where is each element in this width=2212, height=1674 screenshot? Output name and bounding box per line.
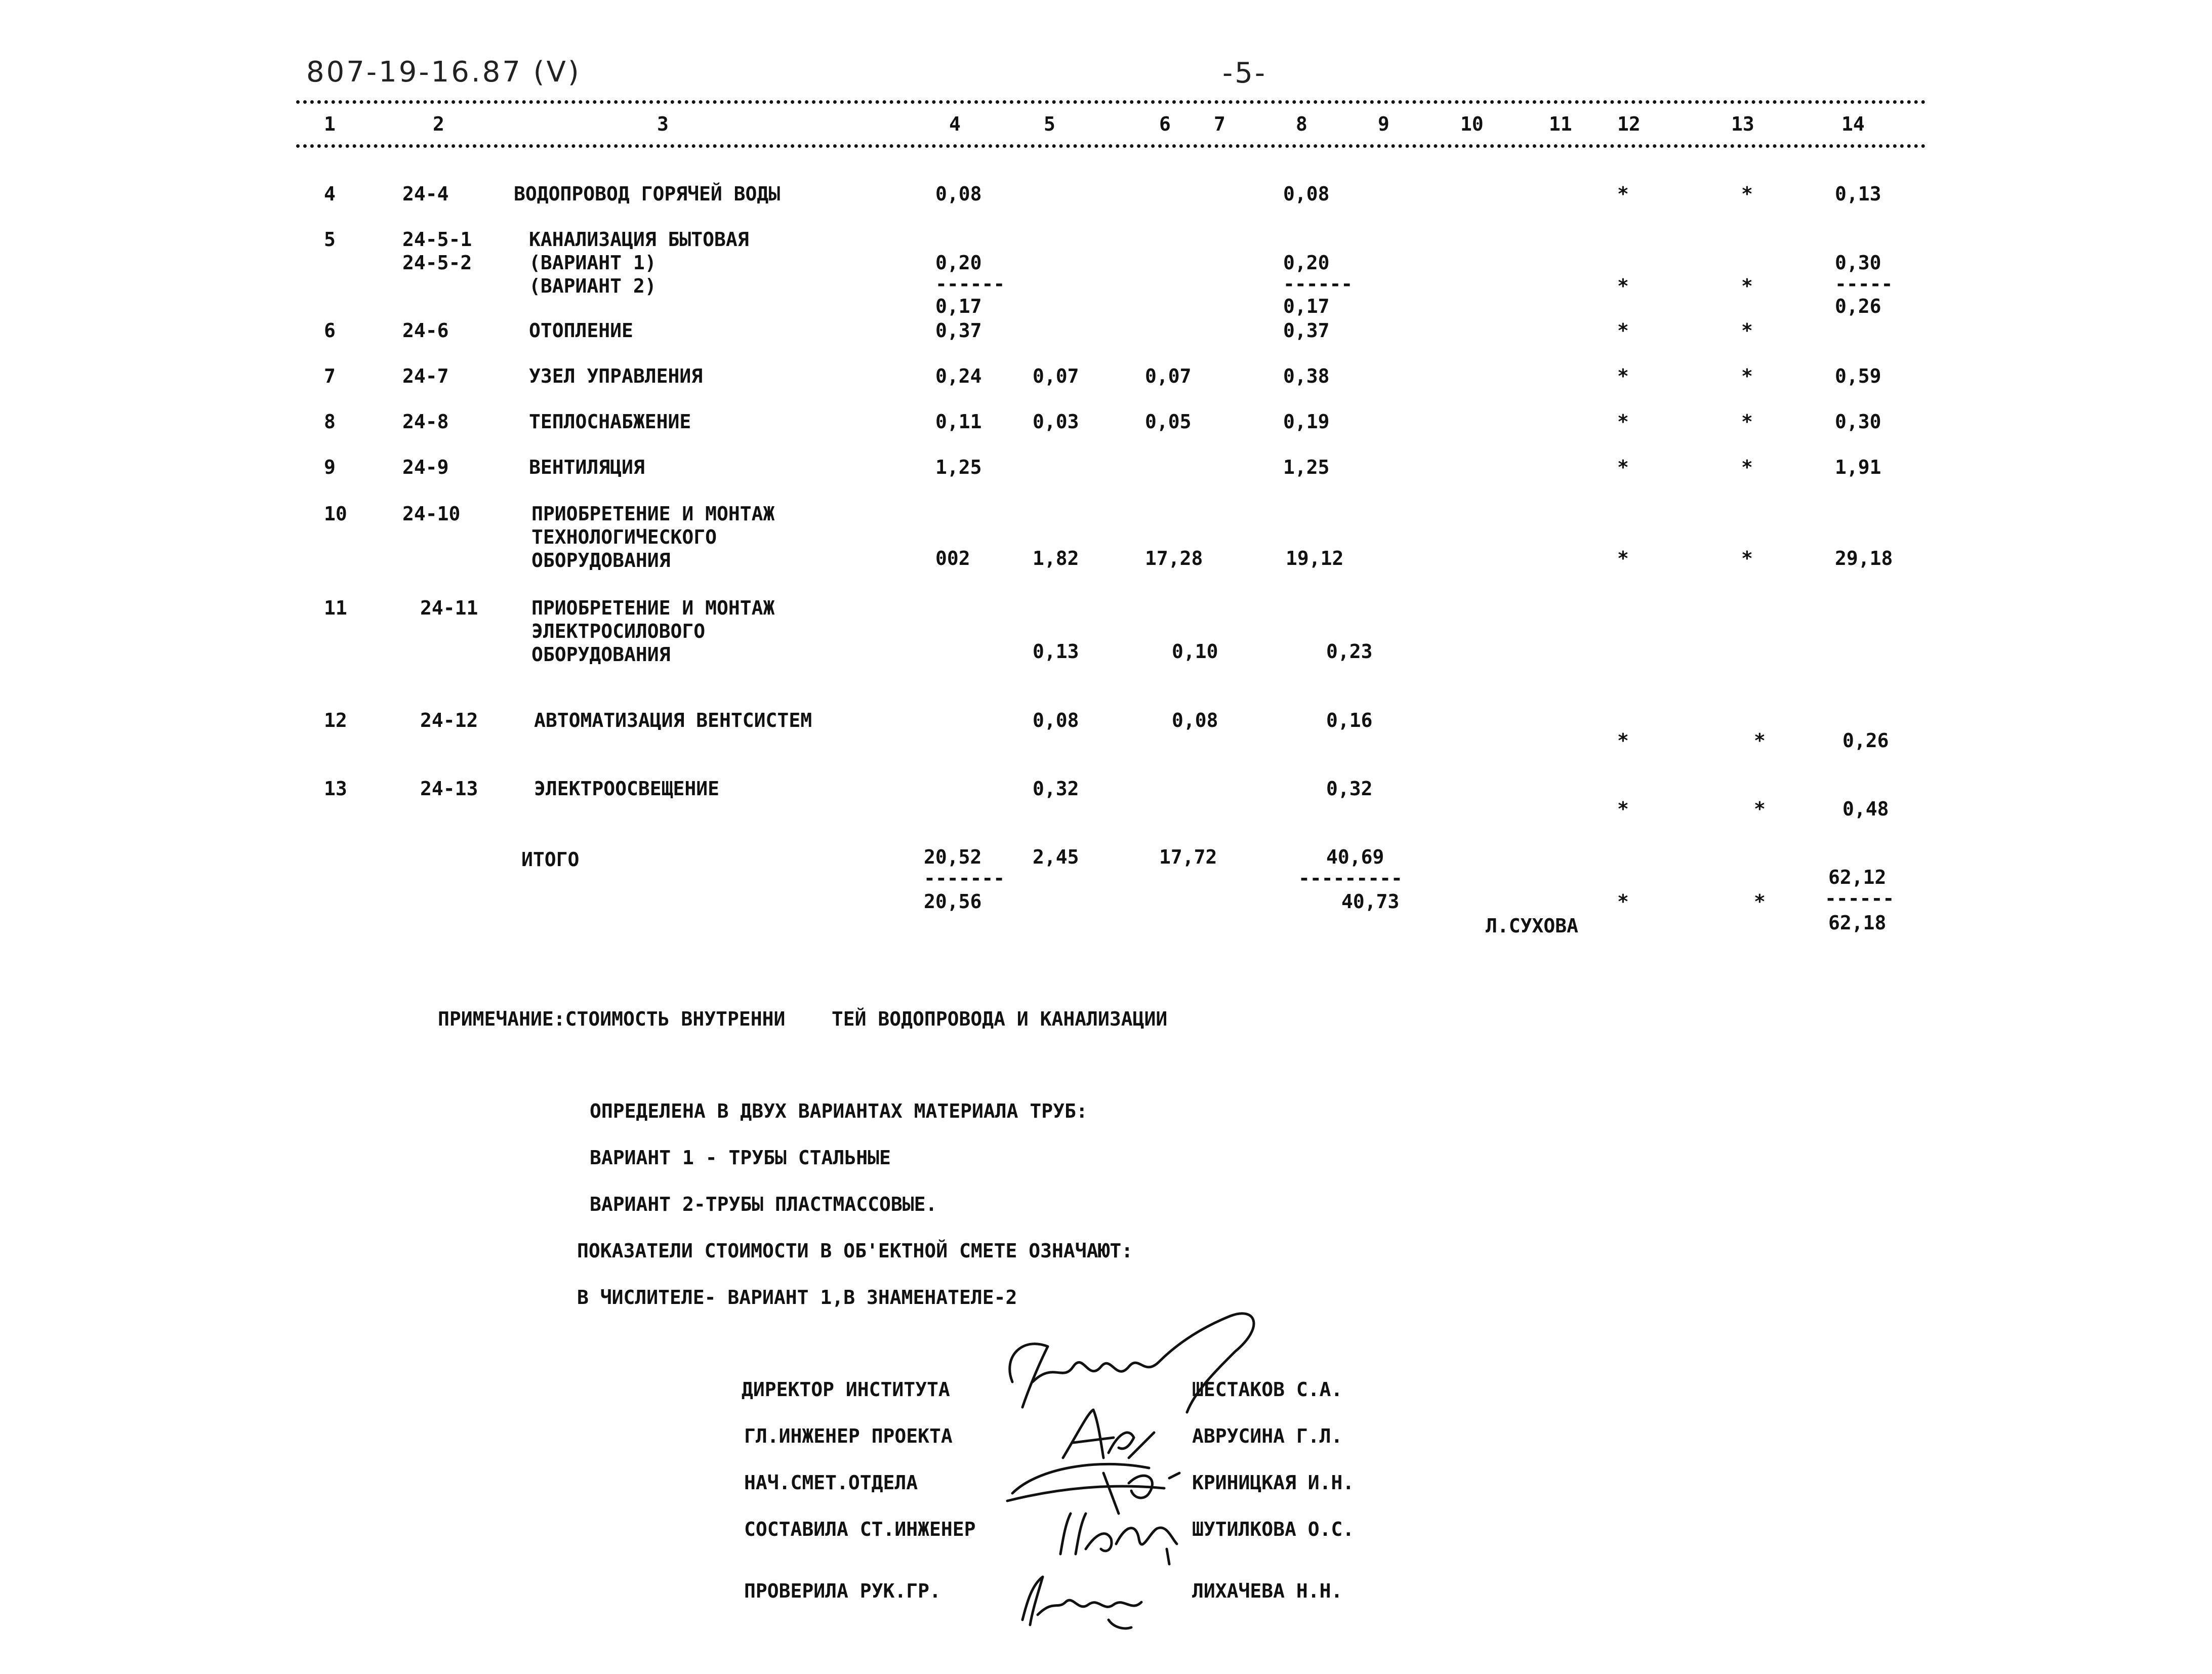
cell-col12: * — [1617, 411, 1629, 433]
total-col4-denominator: 20,56 — [924, 890, 982, 913]
cell-col12: * — [1617, 729, 1629, 752]
row-number: 10 — [324, 503, 347, 525]
row-number: 13 — [324, 778, 347, 800]
cell-col4: 0,08 — [935, 183, 982, 205]
cell-col13: * — [1741, 411, 1753, 433]
cell-col5: 0,13 — [1033, 640, 1079, 663]
row-code-2: 24-5-2 — [402, 252, 472, 274]
cell-col13: * — [1741, 183, 1753, 205]
col-header-10: 10 — [1460, 113, 1484, 135]
cell-col12: * — [1617, 275, 1629, 297]
col-header-8: 8 — [1296, 113, 1307, 135]
note-line-6: В ЧИСЛИТЕЛЕ- ВАРИАНТ 1,В ЗНАМЕНАТЕЛЕ-2 — [577, 1286, 1017, 1309]
row-name: УЗЕЛ УПРАВЛЕНИЯ — [529, 365, 703, 387]
signature-role-head-estimates: НАЧ.СМЕТ.ОТДЕЛА — [744, 1472, 918, 1494]
row-code: 24-9 — [402, 456, 449, 478]
cell-col4: 0,20 — [935, 252, 982, 274]
fraction-dashes: ----- — [1835, 273, 1893, 295]
handwritten-signature-checker — [1007, 1564, 1159, 1635]
row-code: 24-6 — [402, 319, 449, 342]
row-number: 9 — [324, 456, 336, 478]
cell-col4: 0,37 — [935, 319, 982, 342]
cell-col6: 0,10 — [1172, 640, 1218, 663]
row-number: 8 — [324, 411, 336, 433]
row-number: 7 — [324, 365, 336, 387]
signature-name-checker: ЛИХАЧЕВА Н.Н. — [1192, 1580, 1343, 1602]
row-name-line2: ЭЛЕКТРОСИЛОВОГО — [531, 620, 706, 642]
row-name: ВОДОПРОВОД ГОРЯЧЕЙ ВОДЫ — [514, 183, 781, 205]
row-name: ПРИОБРЕТЕНИЕ И МОНТАЖ — [531, 503, 775, 525]
total-col14: 62,12 — [1828, 866, 1887, 888]
cell-col4-denominator: 0,17 — [935, 295, 982, 317]
note-line-2: ОПРЕДЕЛЕНА В ДВУХ ВАРИАНТАХ МАТЕРИАЛА ТРУБ: — [590, 1100, 1088, 1122]
cell-col13: * — [1741, 275, 1753, 297]
row-name: ВЕНТИЛЯЦИЯ — [529, 456, 645, 478]
signature-name-chief-engineer: АВРУСИНА Г.Л. — [1192, 1425, 1343, 1447]
cell-col5: 0,03 — [1033, 411, 1079, 433]
cell-col13: * — [1741, 319, 1753, 342]
row-name-line3: ОБОРУДОВАНИЯ — [531, 549, 671, 571]
signature-name-head-estimates: КРИНИЦКАЯ И.Н. — [1192, 1472, 1355, 1494]
cell-col14: 0,48 — [1842, 798, 1889, 820]
row-name: АВТОМАТИЗАЦИЯ ВЕНТСИСТЕМ — [534, 709, 812, 731]
cell-col8: 0,23 — [1326, 640, 1373, 663]
row-code: 24-12 — [420, 709, 478, 731]
cell-col14: 0,30 — [1835, 411, 1881, 433]
col-header-2: 2 — [433, 113, 444, 135]
total-col4: 20,52 — [924, 846, 982, 868]
cell-col14: 0,59 — [1835, 365, 1881, 387]
row-name: ТЕПЛОСНАБЖЕНИЕ — [529, 411, 691, 433]
signature-role-compiler: СОСТАВИЛА СТ.ИНЖЕНЕР — [744, 1518, 976, 1540]
cell-col14: 1,91 — [1835, 456, 1881, 478]
col-header-7: 7 — [1214, 113, 1225, 135]
cell-col5: 0,32 — [1033, 778, 1079, 800]
cell-col8: 0,16 — [1326, 709, 1373, 731]
cell-col14-denominator: 0,26 — [1835, 295, 1881, 317]
fraction-dashes: ------ — [1825, 887, 1895, 910]
cell-col12: * — [1617, 798, 1629, 820]
cell-col8: 19,12 — [1286, 547, 1344, 569]
cell-col14: 0,30 — [1835, 252, 1881, 274]
page-number: -5- — [1222, 57, 1267, 90]
col-header-12: 12 — [1617, 113, 1641, 135]
cell-col13: * — [1754, 729, 1766, 752]
col-header-4: 4 — [949, 113, 961, 135]
row-number: 4 — [324, 183, 336, 205]
cell-col12: * — [1617, 456, 1629, 478]
cell-col6: 0,05 — [1145, 411, 1192, 433]
row-name: КАНАЛИЗАЦИЯ БЫТОВАЯ — [529, 228, 749, 251]
signature-role-checker: ПРОВЕРИЛА РУК.ГР. — [744, 1580, 941, 1602]
note-line-1: ПРИМЕЧАНИЕ:СТОИМОСТЬ ВНУТРЕННИ ТЕЙ ВОДОПРОВОДА И КАНАЛИЗАЦИИ — [438, 1008, 1168, 1030]
cell-col8: 0,37 — [1283, 319, 1330, 342]
note-line-4: ВАРИАНТ 2-ТРУБЫ ПЛАСТМАССОВЫЕ. — [590, 1193, 937, 1215]
cell-col13: * — [1741, 547, 1753, 569]
total-col5: 2,45 — [1033, 846, 1079, 868]
cell-col5: 0,07 — [1033, 365, 1079, 387]
author-name: Л.СУХОВА — [1486, 915, 1579, 937]
row-name-line3: (ВАРИАНТ 2) — [529, 275, 657, 297]
cell-col6: 0,08 — [1172, 709, 1218, 731]
cell-col6: 0,07 — [1145, 365, 1192, 387]
cell-col5: 1,82 — [1033, 547, 1079, 569]
row-code: 24-8 — [402, 411, 449, 433]
row-number: 12 — [324, 709, 347, 731]
row-name-line2: ТЕХНОЛОГИЧЕСКОГО — [531, 526, 717, 548]
fraction-dashes: ------ — [935, 273, 1005, 295]
row-name-line3: ОБОРУДОВАНИЯ — [531, 643, 671, 666]
signature-name-compiler: ШУТИЛКОВА О.С. — [1192, 1518, 1355, 1540]
col-header-9: 9 — [1378, 113, 1389, 135]
cell-col5: 0,08 — [1033, 709, 1079, 731]
cell-col14: 0,26 — [1842, 729, 1889, 752]
row-code: 24-10 — [402, 503, 461, 525]
signature-name-director: ШЕСТАКОВ С.А. — [1192, 1378, 1343, 1401]
col-header-11: 11 — [1549, 113, 1572, 135]
header-rule-bottom — [296, 144, 1926, 148]
signature-role-chief-engineer: ГЛ.ИНЖЕНЕР ПРОЕКТА — [744, 1425, 953, 1447]
header-rule-top — [296, 100, 1926, 104]
cell-col14: 29,18 — [1835, 547, 1893, 569]
col-header-1: 1 — [324, 113, 336, 135]
row-code: 24-11 — [420, 597, 478, 619]
note-line-5: ПОКАЗАТЕЛИ СТОИМОСТИ В ОБ'ЕКТНОЙ СМЕТЕ ОЗНАЧАЮТ: — [577, 1240, 1133, 1262]
total-col13: * — [1754, 890, 1766, 913]
total-label: ИТОГО — [521, 848, 580, 871]
row-name: ПРИОБРЕТЕНИЕ И МОНТАЖ — [531, 597, 775, 619]
row-code: 24-13 — [420, 778, 478, 800]
cell-col13: * — [1741, 365, 1753, 387]
row-name: ЭЛЕКТРООСВЕЩЕНИЕ — [534, 778, 720, 800]
handwritten-signature-compiler — [1050, 1498, 1192, 1574]
total-col14-denominator: 62,18 — [1828, 912, 1887, 934]
cell-col8: 0,38 — [1283, 365, 1330, 387]
cell-col8: 0,19 — [1283, 411, 1330, 433]
fraction-dashes: ------ — [1283, 273, 1353, 295]
cell-col4: 0,11 — [935, 411, 982, 433]
cell-col8: 0,32 — [1326, 778, 1373, 800]
cell-col12: * — [1617, 319, 1629, 342]
row-number: 6 — [324, 319, 336, 342]
row-code: 24-7 — [402, 365, 449, 387]
cell-col14: 0,13 — [1835, 183, 1881, 205]
row-number: 5 — [324, 228, 336, 251]
row-name-line2: (ВАРИАНТ 1) — [529, 252, 657, 274]
note-line-3: ВАРИАНТ 1 - ТРУБЫ СТАЛЬНЫЕ — [590, 1147, 891, 1169]
cell-col6: 17,28 — [1145, 547, 1203, 569]
cell-col4: 1,25 — [935, 456, 982, 478]
cell-col12: * — [1617, 365, 1629, 387]
total-col8-denominator: 40,73 — [1341, 890, 1400, 913]
cell-col8: 1,25 — [1283, 456, 1330, 478]
col-header-5: 5 — [1044, 113, 1055, 135]
document-code: 807-19-16.87 (V) — [306, 56, 581, 89]
cell-col13: * — [1754, 798, 1766, 820]
row-code: 24-4 — [402, 183, 449, 205]
cell-col12: * — [1617, 183, 1629, 205]
col-header-3: 3 — [657, 113, 669, 135]
col-header-14: 14 — [1841, 113, 1865, 135]
cell-col4: 0,24 — [935, 365, 982, 387]
cell-col12: * — [1617, 547, 1629, 569]
signature-role-director: ДИРЕКТОР ИНСТИТУТА — [742, 1378, 950, 1401]
cell-col13: * — [1741, 456, 1753, 478]
col-header-6: 6 — [1159, 113, 1171, 135]
row-name: ОТОПЛЕНИЕ — [529, 319, 633, 342]
total-col12: * — [1617, 890, 1629, 913]
total-col6: 17,72 — [1159, 846, 1217, 868]
cell-col4: 002 — [935, 547, 970, 569]
fraction-dashes: ------- — [924, 867, 1005, 889]
cell-col8: 0,08 — [1283, 183, 1330, 205]
cell-col8: 0,20 — [1283, 252, 1330, 274]
cell-col8-denominator: 0,17 — [1283, 295, 1330, 317]
row-number: 11 — [324, 597, 347, 619]
col-header-13: 13 — [1731, 113, 1754, 135]
row-code: 24-5-1 — [402, 228, 472, 251]
total-col8: 40,69 — [1326, 846, 1384, 868]
fraction-dashes: --------- — [1298, 867, 1403, 889]
